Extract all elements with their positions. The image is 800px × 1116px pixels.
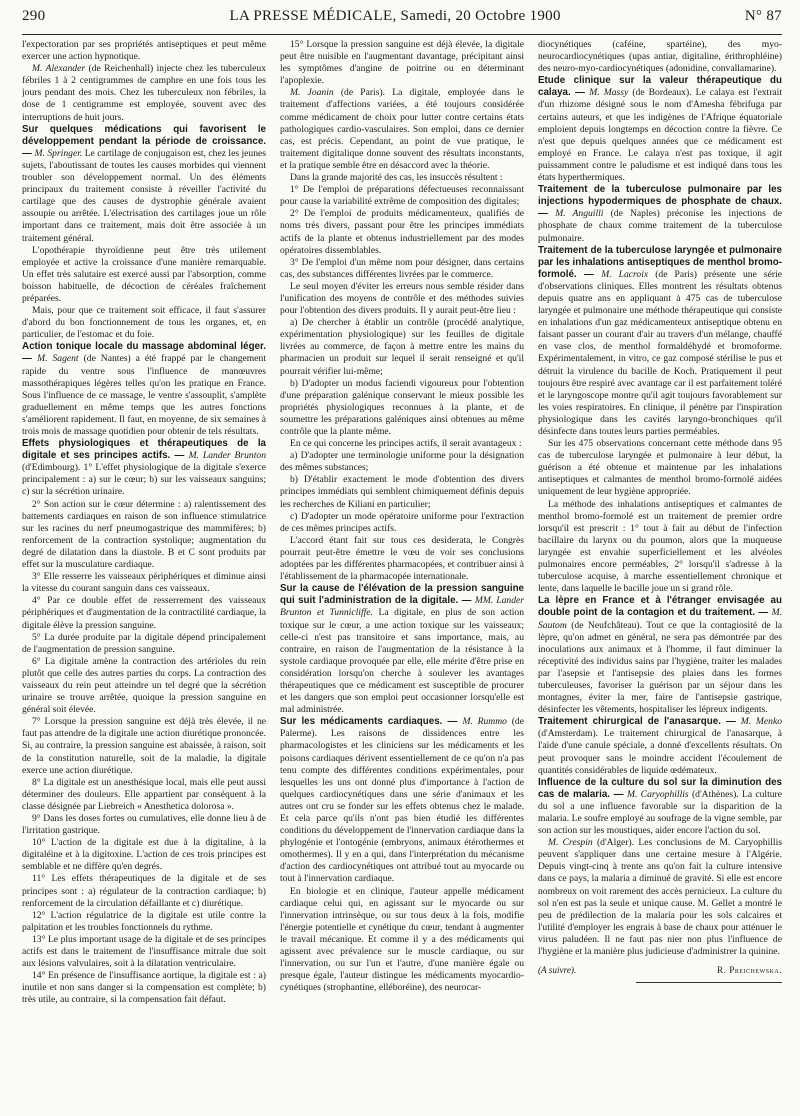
paragraph <box>280 450 524 474</box>
paragraph-text: 5° La durée produite par la digitale dépend principalement de l'augmentation de pression sanguine. <box>22 631 266 655</box>
paragraph <box>22 837 266 873</box>
column-3 <box>538 39 782 1109</box>
paragraph-text: l'expectoration par ses propriétés antiseptiques et peut même exercer une action hypnotique. <box>22 39 266 63</box>
paragraph <box>538 777 782 837</box>
paragraph-text: En ce qui concerne les principes actifs, il serait avantageux : <box>290 438 522 450</box>
paragraph <box>22 813 266 837</box>
paragraph-text: a) D'adopter une terminologie uniforme pour la désignation des mêmes substances; <box>280 450 524 474</box>
author-name: M. Springer. <box>34 147 83 159</box>
column-2 <box>280 39 524 1109</box>
paragraph-text: En biologie et en clinique, l'auteur appelle médicament cardiaque celui qui, en agissant sur le myocarde ou sur l'innervation intrinsèque, ou sur tous deux à la fois, modifie l'énergie potentielle et cynétique du cœur, tendant à augmenter le travail mécanique. Et comme il y a des médicaments qui agissent avec prévalence sur le muscle cardiaque, ou sur l'innervation, ou sur l'un et l'autre, d'une manière égale ou presque égale, l'auteur distingue les médicaments myocardio-cynétiques (strophantine, elléboréine), des neurocar- <box>280 885 524 994</box>
paragraph <box>538 716 782 776</box>
author-name: M. Massy <box>589 87 629 99</box>
paragraph <box>22 934 266 970</box>
paragraph-text: 6° La digitale amène la contraction des artérioles du rein plutôt que celle des autres parties du corps. La contraction des vaisseaux du rein peut atteindre un tel degré que la sécrétion urinaire se trouve arrêtée, quoique la pression sanguine en général soit élevée. <box>22 655 266 716</box>
section-heading: Traitement de la tuberculose pulmonaire par les injections hypodermiques de phosphate de chaux. — <box>538 184 782 220</box>
paragraph-text: L'accord étant fait sur tous ces desiderata, le Congrès pourrait peut-être émettre le vœu de voir ses conclusions adoptées par les différentes pharmacopées, et contribuer ainsi à l'établissement de la pharmacopée internationale. <box>280 534 524 583</box>
paragraph <box>22 39 266 63</box>
to-be-continued: (A suivre). <box>538 965 577 976</box>
paragraph-text: 13° Le plus important usage de la digitale et de ses principes actifs est dans le traitement de l'insuffisance mitrale due soit aux lésions valvulaires, soit à la dilatation ventriculaire. <box>22 933 266 970</box>
paragraph <box>22 716 266 776</box>
paragraph-text: (de Reichenhall) injecte chez les tuberculeux fébriles 1 à 2 centigrammes de camphre en une fois tous les jours pendant des mois. Chez les tuberculeux non fébriles, la dose de 1 centigramme est employée, souvent avec des interruptions de huit jours. <box>22 63 266 123</box>
paragraph <box>22 595 266 631</box>
paragraph-text: b) D'établir exactement le mode d'obtention des divers principes immédiats qui semblent chimiquement définis depuis les recherches de Kiliani en particulier; <box>280 474 524 510</box>
paragraph-text: 8° La digitale est un anesthésique local, mais elle peut aussi déterminer des douleurs. Elle appartient par conséquent à la classe désignée par Liebreich « Anesthetica dolorosa ». <box>22 776 266 812</box>
paragraph-text: 14° En présence de l'insuffisance aortique, la digitale est : a) inutile et non sans danger si la compensation est complète; b) très utile, au contraire, si la compensation fait défaut. <box>22 970 266 1006</box>
paragraph-text: (d'Edimbourg). 1° L'effet physiologique de la digitale s'exerce principalement : a) sur le cœur; b) sur les vaisseaux sanguins; c) sur la sécrétion urinaire. <box>22 462 266 498</box>
paragraph-text: a) De chercher à établir un contrôle (procédé analytique, expérimentation physiologique) sur les feuilles de digitale livrées au commerce, de façon à mettre entre les mains du pharmacien un produit sur lequel il serait renseigné et qu'il pourrait vérifier lui-même; <box>280 317 524 377</box>
paragraph <box>22 910 266 934</box>
paragraph-text: (d'Alger). Les conclusions de M. Caryophillis peuvent s'appliquer dans une certaine mesure à l'Algérie. Depuis vingt-cinq à trente ans qu'on fait la culture intensive dans ce pays, la malaria a diminué de gravité. Si elle est encore nombreux on voit rarement des accès pernicieux. La culture du sol n'en est pas la seule et unique cause. M. Gellet a montré le peu de prédilection de la malaria pour les sols calcaires et l'utilité d'employer les engrais à base de chaux pour atténuer le virus paludéen. Il ne faut pas nier non plus l'influence de l'hygiène et la manière plus judicieuse d'administrer la quinine. <box>538 837 782 958</box>
paragraph-text: (d'Athènes). La culture du sol a une influence favorable sur la disparition de la malaria. Le soufre employé au soufrage de la vigne semble, par son action sur les moustiques, aider encore l'action du sol. <box>538 788 782 837</box>
paragraph-text: (de Nantes) a été frappé par le changement rapide du ventre sous l'influence de manœuvres massothérapiques légères telles qu'on les pratique en France. Sous l'influence de ce massage, le ventre s'assouplit, s'amplète graduellement en même temps que les autres fonctions s'améliorent rapidement. Il faut, en moyenne, de six semaines à trois mois de massage quotidien pour obtenir de tels résultats. <box>22 353 266 437</box>
paragraph <box>22 438 266 498</box>
author-name: M. Lacroix <box>601 268 649 280</box>
paragraph <box>22 341 266 438</box>
paragraph <box>538 39 782 75</box>
section-heading: Traitement de la tuberculose laryngée et pulmonaire par les inhalations antiseptiques de menthol bromo-formolé. — <box>538 244 782 280</box>
author-name: M. Joanin <box>290 87 334 99</box>
paragraph-text: Le cartilage de conjugaison est, chez les jeunes sujets, l'aboutissant de toutes les causes morbides qui viennent troubler son développement normal. Un des éléments principaux du traitement consiste à réveiller l'activité du cartilage que des causes de dystrophie générale avaient assoupie ou arrêtée. L'électrisation des cartilages joue un rôle important dans ce traitement, mais doit être associée à un traitement général. <box>22 147 266 244</box>
author-name: M. Sagent <box>37 353 79 365</box>
section-heading: Traitement chirurgical de l'anasarque. — <box>538 716 741 728</box>
section-heading: Sur la cause de l'élévation de la pression sanguine qui suit l'administration de la digitale. — <box>280 583 524 607</box>
paragraph <box>280 716 524 885</box>
section-heading: La lèpre en France et à l'étranger envisagée au double point de la contagion et du traitement. — <box>538 595 782 619</box>
paragraph-text: L'opothérapie thyroïdienne peut être très utilement employée et active la croissance d'une manière remarquable. Un effet très salutaire est exercé aussi par l'absorption, comme boisson habituelle, de décoction de céréales fraîchement préparées. <box>22 244 266 304</box>
section-heading: Sur quelques médications qui favorisent le développement pendant la période de croissance. — <box>22 123 266 159</box>
signature-line <box>538 964 782 976</box>
author-signature: R. Preichewska. <box>717 965 782 976</box>
paragraph-text: 2° De l'emploi de produits médicamenteux, qualifiés de noms très divers, passant pour être les principes immédiats actifs de la plante et obtenus industriellement par des modes opératoires dissemblables. <box>280 208 524 256</box>
paragraph <box>22 305 266 341</box>
paragraph-text: Dans la grande majorité des cas, les insuccès résultent : <box>290 172 503 184</box>
paragraph <box>538 837 782 958</box>
paragraph <box>538 499 782 596</box>
paragraph-text: Le seul moyen d'éviter les erreurs nous semble résider dans l'unification des moyens de contrôle et des méthodes suivies pour l'obtention des divers produits. Il y aurait peut-être lieu : <box>280 280 524 317</box>
paragraph <box>280 317 524 377</box>
author-name: M. Anguilli <box>555 208 604 220</box>
paragraph <box>280 257 524 281</box>
paragraph-text: 10° L'action de la digitale est due à la digitaline, à la digitaléine et à la digitoxine. L'action de ces trois principes est semblable et ne diffère qu'en degrés. <box>22 837 266 873</box>
paragraph <box>280 511 524 535</box>
paragraph <box>280 886 524 995</box>
paragraph <box>280 87 524 172</box>
paragraph <box>22 245 266 305</box>
paragraph <box>22 970 266 1006</box>
author-name: M. Caryophillis <box>627 788 689 800</box>
section-heading: Etude clinique sur la valeur thérapeutique du calaya. — <box>538 75 782 99</box>
paragraph-text: (de Paris) présente une série d'observations cliniques. Elles montrent les résultats obtenus depuis quatre ans en appliquant à 475 cas de tuberculose laryngée et pulmonaire une méthode thérapeutique qui consiste en inhalations d'un gaz médicamenteux antiseptique obtenu en faisant passer un courant d'air au travers d'un mélange, chauffé en vase clos, de menthol formaldéhydé et bromoforme. Expérimentalement, in vitro, ce gaz composé stérilise le pus et détruit la virulence du bacille de Koch. Pratiquement il peut toujours être respiré avec avantage car il est parfaitement toléré et le laryngoscope montre qu'il agit toujours favorablement sur les voies respiratoires. En clinique, il pénètre par l'inspiration physiologique dans les cavités laryngo-bronchiques qu'il désinfecte dans toutes leurs parties perméables. <box>538 268 782 437</box>
page-number: 290 <box>22 8 46 24</box>
paragraph-text: c) D'adopter un mode opératoire uniforme pour l'extraction de ces mêmes principes actifs. <box>280 510 524 534</box>
paragraph-text: 7° Lorsque la pression sanguine est déjà très élevée, il ne faut pas attendre de la digitale une action diurétique prononcée. Si, au contraire, la pression sanguine est abaissée, à raison, soit de la constitution naturelle, soit de la maladie, la digitale exerce une action diurétique. <box>22 716 266 776</box>
author-name: M. Lander Brunton <box>188 450 266 462</box>
paragraph-text: 11° Les effets thérapeutiques de la digitale et de ses principes sont : a) régulateur de la contraction cardiaque; b) renforcement de la circulation défaillante et c) diurétique. <box>22 873 266 909</box>
page-header <box>22 0 782 35</box>
paragraph-text: 9° Dans les doses fortes ou cumulatives, elle donne lieu à de l'irritation gastrique. <box>22 813 266 837</box>
paragraph-text: 4° Par ce double effet de resserrement des vaisseaux périphériques et d'augmentation de la contractilité cardiaque, la digitale élève la pression sanguine. <box>22 595 266 631</box>
paragraph-text: diocynétiques (caféine, spartéine), des myo-neurocardiocynétiques (upas antiar, digitaline, érithrophléine) des neuro-myo-cardiocynétiques (adonidine, convallamarine). <box>538 39 782 75</box>
paragraph <box>22 632 266 656</box>
paragraph-text: 2° Son action sur le cœur détermine : a) ralentissement des battements cardiaques en raison de son influence stimulatrice sur les racines du nerf pneumogastrique des mammifères; b) renforcement de la contraction systolique; augmentation du degré de dilatation dans la diastole. B et C sont produits par effet sur la musculature cardiaque. <box>22 498 266 571</box>
author-name: MM. Lander Brunton et Tunnicliffe. <box>280 595 524 619</box>
paragraph <box>538 184 782 244</box>
paragraph <box>280 39 524 87</box>
paragraph <box>280 438 524 450</box>
paragraph <box>538 595 782 716</box>
paragraph <box>280 208 524 256</box>
author-name: M. Sautom <box>538 607 782 631</box>
paragraph <box>538 245 782 439</box>
paragraph <box>280 474 524 510</box>
paragraph-text: Sur les 475 observations concernant cette méthode dans 95 cas de tuberculose laryngée et pulmonaire à leur début, la guérison a été obtenue et maintenue par les inhalations antiseptiques et calmantes de menthol bromo-formolé aidées uniquement de leur hygiène appropriée. <box>538 438 782 498</box>
paragraph-text: (d'Amsterdam). Le traitement chirurgical de l'anasarque, à l'aide d'une canule spéciale, a donné d'excellents résultats. On peut provoquer sans le moindre accident l'écoulement de quantités considérables de liquide œdémateux. <box>538 728 782 776</box>
paragraph <box>280 535 524 583</box>
column-3-body <box>538 39 782 958</box>
paragraph <box>538 75 782 184</box>
paragraph <box>538 438 782 498</box>
paragraph <box>22 499 266 572</box>
author-name: M. Alexander <box>32 63 86 75</box>
paragraph-text: La digitale, en plus de son action toxique sur le cœur, a une action toxique sur les vaisseaux; celle-ci n'est pas transitoire et sans importance, mais, au contraire, en raison de l'augmentation de la résistance à la systole cardiaque provoquée par elle, elle mérite d'être prise en considération lorsqu'on cherche à soulever les avantages thérapeutiques que ce médicament est susceptible de procurer et les dangers que son emploi peut occasionner lorsqu'elle est mal administrée. <box>280 607 524 716</box>
section-heading: Influence de la culture du sol sur la diminution des cas de malaria. — <box>538 776 782 800</box>
author-name: M. Rummo <box>462 716 507 728</box>
paragraph-text: (de Bordeaux). Le calaya est l'extrait d'un rhizome désigné sous le nom d'Amesha fébrifuga par certains auteurs, et que les indigènes de l'Afrique équatoriale emploient depuis longtemps en décoction contre la fièvre. Ce n'est que depuis quelques années que ce médicament est employé en France. Le calaya n'est pas toxique, il agit puissamment contre le paludisme et est indiqué dans tous les états hyperthermiques. <box>538 87 782 184</box>
paragraph-text: (de Palerme). Les raisons de dissidences entre les pharmacologistes et les cliniciens sur les médicaments et les poisons cardiaques dérivent essentiellement de ce qu'on n'a pas tenu compte des différentes conditions expérimentales, pour lesquelles les uns ont donné plus d'importance à l'action de quelques cardiocynétiques dans une série d'animaux et les autres ont cru se fonder sur les effets obtenus chez le malade. Et cela parce qu'ils n'ont pas bien étudié les différentes conditions du développement de l'innervation cardiaque dans la phylogénie et l'ontogénie (embryons, animaux étérothermes et omothermes). Il y en a qui, dans l'interprétation du mécanisme d'action des cardiocynétiques ont attribué tout au myocarde ou tout à l'innervation cardiaque. <box>280 716 524 885</box>
paragraph <box>22 63 266 123</box>
paragraph-text: 3° Elle resserre les vaisseaux périphériques et diminue ainsi la vitesse du courant sanguin dans ces vaisseaux. <box>22 571 266 595</box>
section-heading: Effets physiologiques et thérapeutiques de la digitale et ses principes actifs. — <box>22 438 266 462</box>
issue-number: N° 87 <box>744 8 782 24</box>
paragraph-text: (de Naples) préconise les injections de phosphate de chaux comme traitement de la tuberculose pulmonaire. <box>538 208 782 244</box>
section-heading: Action tonique locale du massage abdominal léger. — <box>22 341 266 365</box>
paragraph <box>280 281 524 317</box>
paragraph-text: Mais, pour que ce traitement soit efficace, il faut s'assurer d'abord du bon fonctionnement de tous les organes, et, en particulier, de l'estomac et du foie. <box>22 305 266 341</box>
article-columns <box>22 39 782 1109</box>
paragraph <box>22 656 266 716</box>
section-heading: Sur les médicaments cardiaques. — <box>280 716 463 728</box>
paragraph <box>280 172 524 184</box>
paragraph <box>22 124 266 245</box>
paragraph-text: La méthode des inhalations antiseptiques et calmantes de menthol bromo-formolé est un traitement de premier ordre lorsqu'il est prescrit : 1° tout à fait au début de l'infection bacillaire du larynx ou du poumon, alors que la muqueuse laryngée est envahie superficiellement et les alvéoles pulmonaires encore perméables, 2° lorsqu'il s'adresse à la tuberculose acquise, à marche essentiellement chronique et lente, dans laquelle le bacille joue un si grand rôle. <box>538 498 782 595</box>
paragraph <box>22 571 266 595</box>
author-name: M. Crespin <box>548 837 593 849</box>
paragraph-text: 12° L'action régulatrice de la digitale est utile contre la palpitation et les troubles fonctionnels du rythme. <box>22 909 266 933</box>
paragraph-text: 3° De l'emploi d'un même nom pour désigner, dans certains cas, des substances différentes livrées par le commerce. <box>280 256 524 280</box>
paragraph <box>280 184 524 208</box>
paragraph <box>22 777 266 813</box>
author-name: M. Menko <box>740 716 782 728</box>
end-rule <box>636 982 782 983</box>
paragraph-text: b) D'adopter un modus faciendi vigoureux pour l'obtention d'une préparation galénique conservant le mieux possible les propriétés physiologiques reconnues à la plante, et de soumettre les préparations galéniques ainsi obtenues au même contrôle que la plante même. <box>280 377 524 437</box>
journal-title: LA PRESSE MÉDICALE, Samedi, 20 Octobre 1900 <box>229 8 561 24</box>
column-1 <box>22 39 266 1109</box>
paragraph-text: 1° De l'emploi de préparations défectueuses reconnaissant pour cause la variabilité extrême de composition des digitales; <box>280 184 524 208</box>
paragraph-text: (de Paris). La digitale, employée dans le traitement d'affections variées, a été toujours considérée comme médicament de choix pour lutter contre certains états pathologiques cardio-vasculaires. Son emploi, dans ce dernier cas, est précis. Cependant, au point de vue pratique, le traitement digitalique donne souvent des résultats inconstants, et la pratique semble être en désaccord avec la théorie. <box>280 87 524 171</box>
paragraph <box>280 583 524 716</box>
paragraph-text: (de Neufchâteau). Tout ce que la contagiosité de la lèpre, qu'on admet en général, ne sera pas démontrée par des inoculations aux animaux et à l'homme, il faut diminuer la réceptivité des individus sains par l'hygiène, traiter les malades par l'asepsie et l'antisepsie des plaies dans les formes tuberculeuses, favoriser la guérison par un séjour dans les montagnes, éviter la mer, faire de l'antisepsie gastrique, désinfecter les vêtements, hospitaliser les lépreux indigents. <box>538 619 782 716</box>
paragraph-text: 15° Lorsque la pression sanguine est déjà élevée, la digitale peut être nuisible en l'augmentant davantage, précipitant ainsi les symptômes d'angine de poitrine ou en déterminant l'apoplexie. <box>280 39 524 87</box>
paragraph <box>22 873 266 909</box>
paragraph <box>280 378 524 438</box>
